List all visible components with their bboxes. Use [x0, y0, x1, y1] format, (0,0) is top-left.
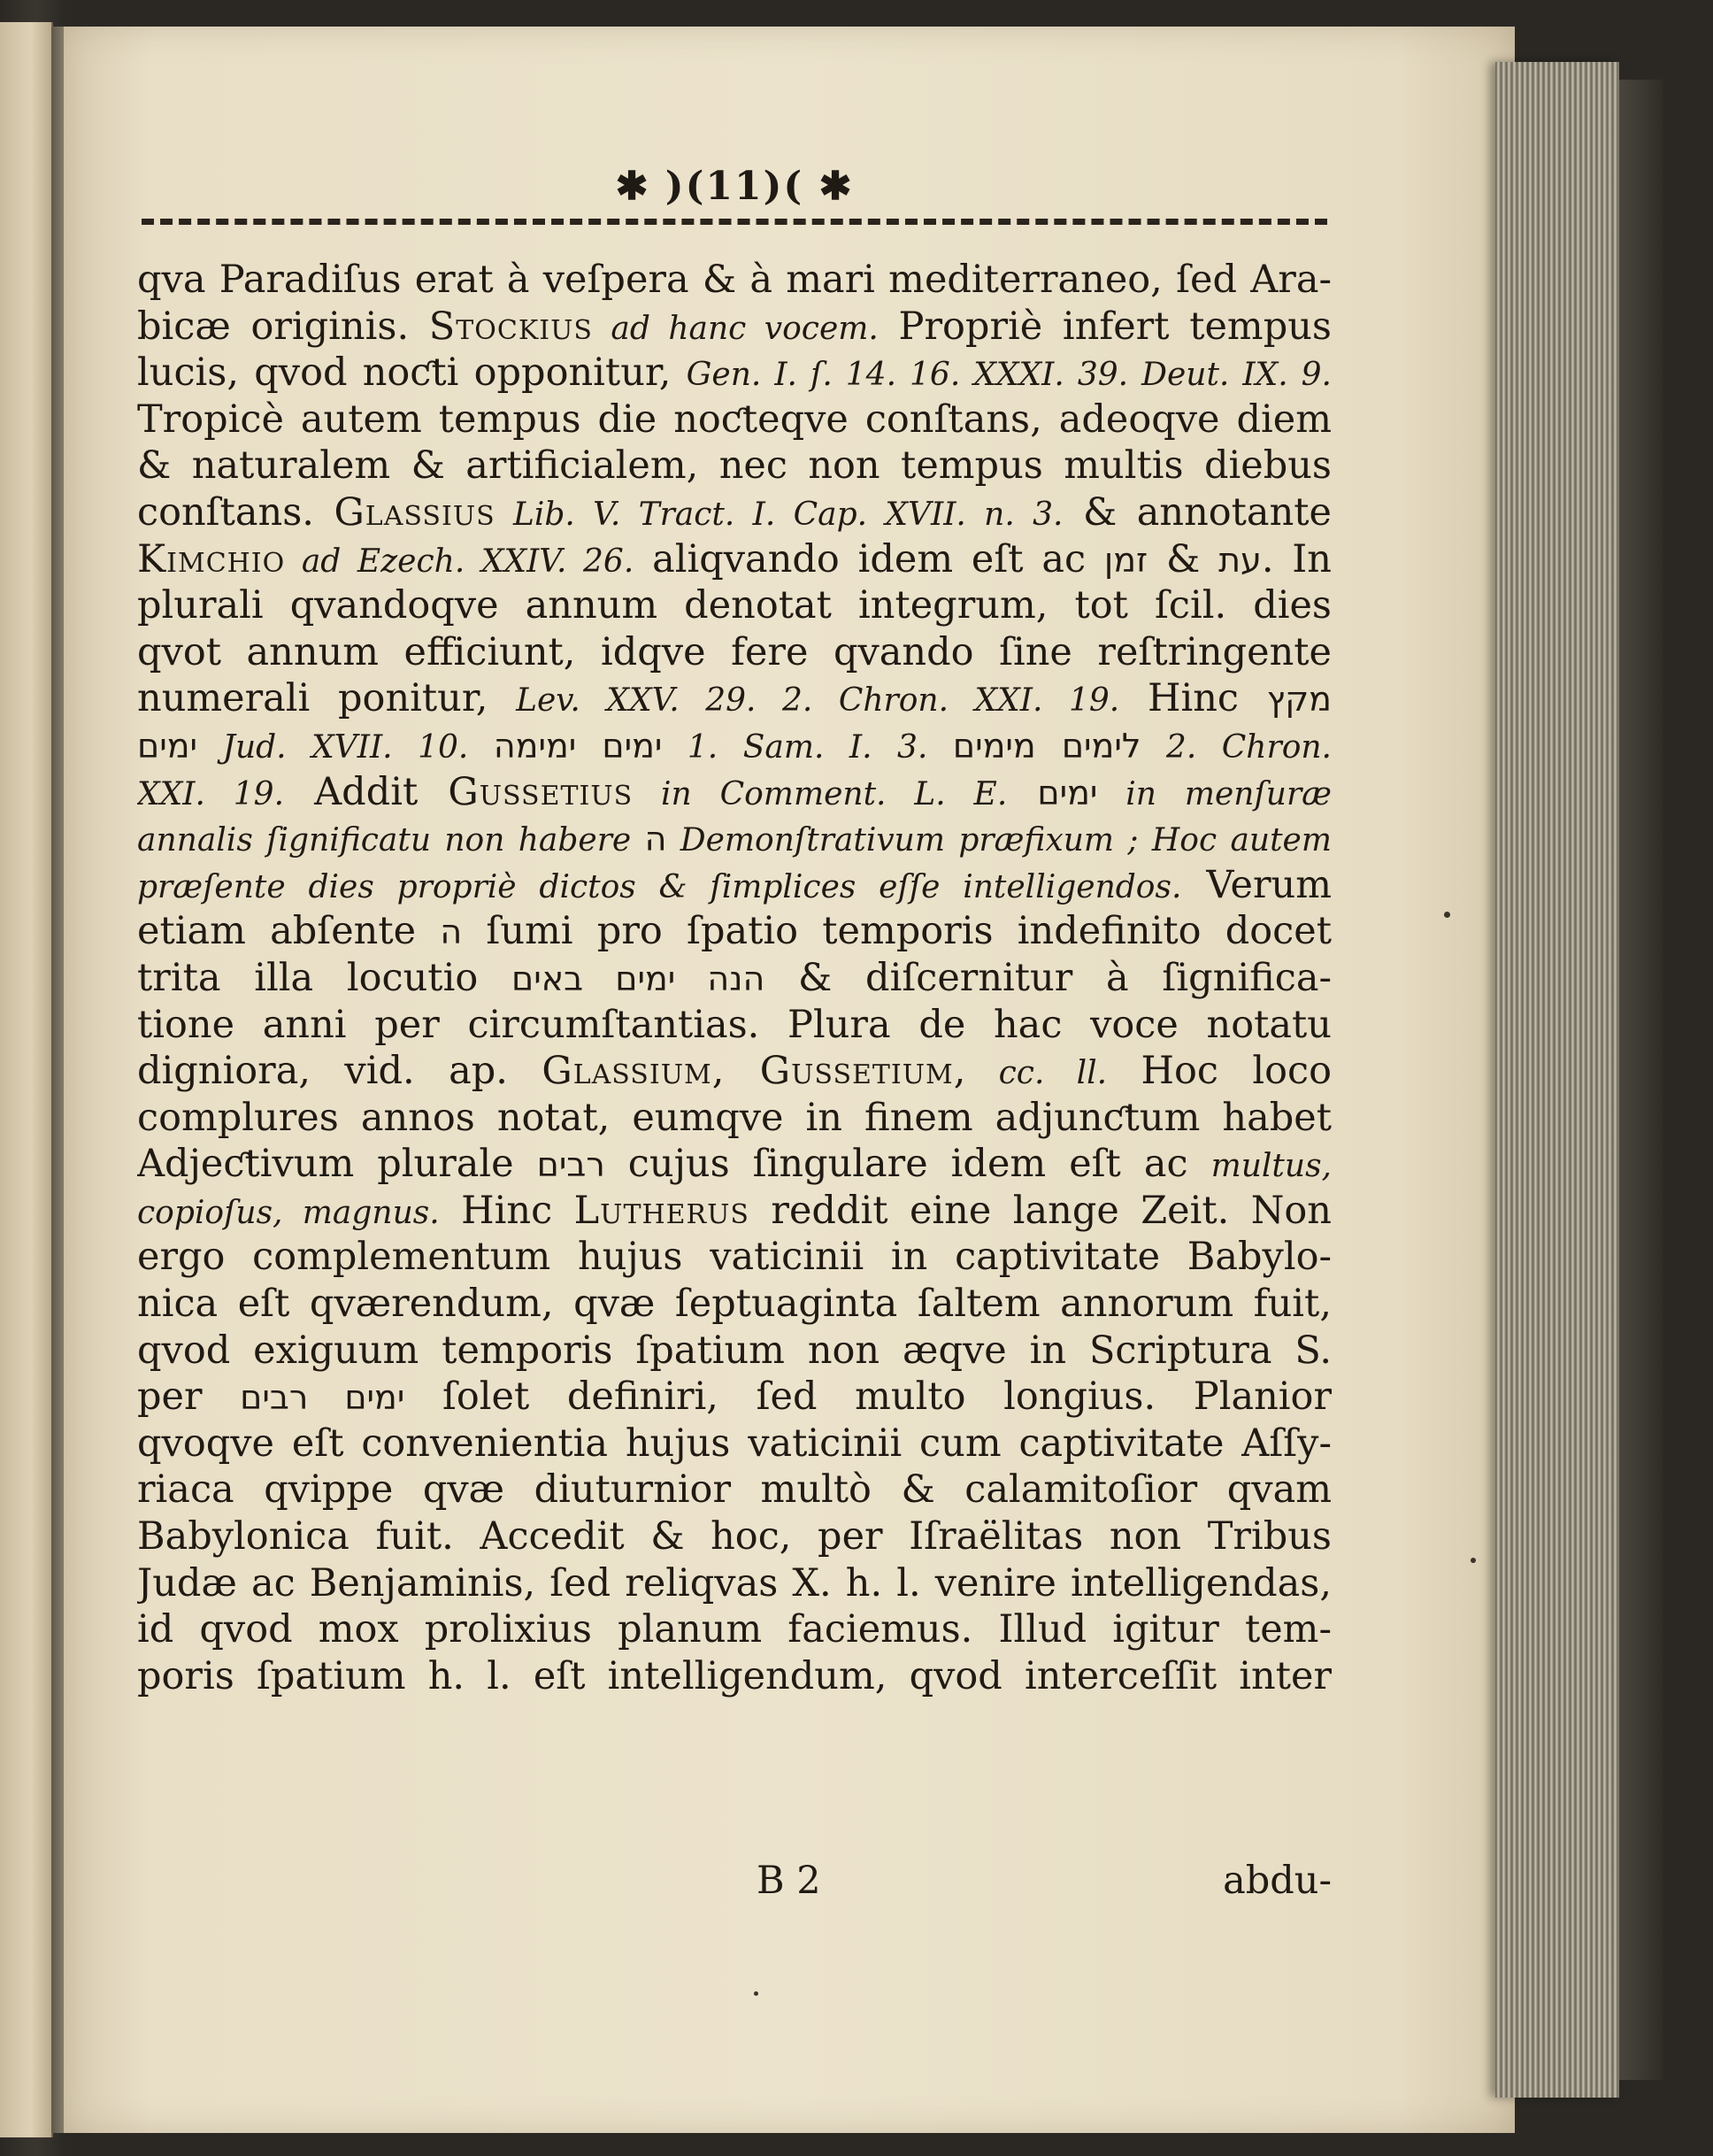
text-line [137, 1606, 1332, 1653]
text-line [137, 1281, 1332, 1328]
catchword: abdu- [1223, 1859, 1332, 1903]
text-line [137, 1374, 1332, 1421]
header-rule [142, 219, 1327, 225]
text-line [137, 1653, 1332, 1700]
text-segment: Gen. I. ſ. 14. 16. XXXI. 39. Deut. IX. 9. [686, 357, 1332, 394]
text-segment: & [1148, 536, 1219, 581]
text-line [137, 675, 1332, 722]
text-segment: Adjeƈtivum plurale [137, 1142, 537, 1187]
text-line [137, 955, 1332, 1002]
text-segment: id qvod mox prolixius planum faciemus. Illud igitur tem- [137, 1607, 1332, 1652]
text-segment: Propriè infert tempus [878, 304, 1332, 349]
text-segment [1007, 770, 1037, 814]
page-footer [137, 1859, 1332, 1912]
hebrew-word: הנה ימים באים [511, 959, 765, 998]
text-segment: conſtans. [137, 489, 334, 535]
facing-page-edge [0, 22, 53, 2137]
text-segment: Jud. XVII. 10. [197, 728, 494, 766]
hebrew-word: ימים רבים [240, 1378, 405, 1418]
text-segment: Lutherus [573, 1188, 749, 1233]
text-segment: complures annos notat, eumqve in finem adjunƈtum habet [137, 1095, 1332, 1140]
text-segment: qva Paradiſus erat à veſpera & à mari mediterraneo, ſed Ara- [137, 258, 1332, 302]
text-segment: Glassium, Gussetium, [542, 1049, 967, 1094]
text-segment: Addit [284, 769, 449, 814]
text-line [137, 769, 1332, 816]
text-segment: cc. ll. [966, 1055, 1108, 1092]
text-segment: præſente dies propriè dictos & ſimplices eſſe intelligendos. [137, 868, 1182, 905]
text-segment: qvod exiguum temporis ſpatium non æqve in Scriptura S. [137, 1328, 1332, 1373]
text-segment: qvot annum efficiunt, idqve fere qvando ſine reſtringente [137, 629, 1332, 674]
text-line [137, 815, 1332, 862]
text-segment: ad Ezech. XXIV. 26. [285, 543, 634, 580]
text-segment: Demonſtrativum præfixum ; Hoc autem [666, 822, 1332, 859]
text-line [137, 1560, 1332, 1607]
text-segment: Babylonica fuit. Accedit & hoc, per Iſraëlitas non Tribus [137, 1514, 1332, 1559]
text-segment: per [137, 1374, 241, 1420]
text-segment: ad hanc vocem. [592, 310, 879, 347]
text-segment: . In [1261, 536, 1332, 581]
text-line [137, 1188, 1332, 1235]
text-segment: plurali qvandoqve annum denotat integrum, tot ſcil. dies [137, 583, 1332, 628]
text-line [137, 1095, 1332, 1142]
text-line [137, 629, 1332, 676]
hebrew-word: ימים ימימה [493, 726, 663, 766]
text-segment: lucis, qvod noƈti opponitur, [137, 350, 687, 396]
text-segment: numerali ponitur, [137, 676, 517, 721]
signature-mark: B 2 [757, 1859, 821, 1903]
text-segment: cujus ſingulare idem eſt ac [604, 1142, 1211, 1187]
paper-speck [1471, 1558, 1476, 1563]
text-segment: in Comment. L. E. [633, 775, 1008, 812]
text-segment: ſolet definiri, ſed multo longius. Planior [404, 1374, 1332, 1420]
text-segment: Stockius [428, 304, 593, 349]
hebrew-word: רבים [536, 1145, 605, 1185]
text-line [137, 397, 1332, 443]
hebrew-word: לימים מימים [952, 726, 1141, 766]
text-line [137, 304, 1332, 350]
paper-speck [1444, 912, 1450, 918]
paper-speck [754, 1991, 758, 1996]
text-segment: Kimchio [137, 536, 286, 581]
page-block-edges [1495, 62, 1619, 2098]
text-line [137, 257, 1332, 304]
text-segment: 2. Chron. [1141, 728, 1332, 766]
hebrew-word: עת [1218, 540, 1262, 580]
text-line [137, 1467, 1332, 1513]
text-segment: aliqvando idem eſt ac [634, 536, 1104, 581]
text-line [137, 1513, 1332, 1560]
text-line [137, 536, 1332, 583]
text-segment: bicæ originis. [137, 304, 429, 349]
body-text [137, 257, 1332, 1699]
running-header [142, 164, 1327, 235]
hebrew-word: זמן [1103, 540, 1148, 580]
text-segment: Tropicè autem tempus die noƈteqve conſtans, adeoqve diem [137, 397, 1332, 442]
hebrew-word: ימים [137, 726, 198, 766]
text-segment: & diſcernitur à ſignifica- [764, 955, 1332, 1000]
page-number: ✱ )(11)( ✱ [615, 164, 854, 209]
text-segment: Verum [1181, 862, 1332, 907]
text-segment: ſumi pro ſpatio temporis indefinito docet [462, 909, 1332, 954]
text-line [137, 1002, 1332, 1049]
book-shadow [1619, 80, 1663, 2080]
text-line [137, 1048, 1332, 1095]
text-segment: Lib. V. Tract. I. Cap. XVII. n. 3. [495, 496, 1064, 533]
text-line [137, 862, 1332, 909]
hebrew-word: ימים [1037, 773, 1098, 812]
text-line [137, 1141, 1332, 1188]
text-segment: qvoqve eſt convenientia hujus vaticinii cum captivitate Aſſy- [137, 1421, 1332, 1466]
text-segment: copioſus, magnus. [137, 1194, 440, 1231]
text-segment: annalis ſignificatu non habere [137, 822, 645, 859]
hebrew-word: מקץ [1266, 680, 1332, 720]
text-segment: tione anni per circumſtantias. Plura de hac voce notatu [137, 1002, 1332, 1047]
text-segment: ergo complementum hujus vaticinii in captivitate Babylo- [137, 1235, 1332, 1280]
text-segment: in menſuræ [1097, 775, 1332, 812]
text-segment: riaca qvippe qvæ diuturnior multò & calamitoſior qvam [137, 1467, 1332, 1513]
text-line [137, 350, 1332, 397]
text-segment: Hoc loco [1107, 1049, 1332, 1094]
text-line [137, 443, 1332, 489]
text-segment: Hinc [1119, 676, 1267, 721]
hebrew-word: ה [440, 912, 463, 952]
text-line [137, 582, 1332, 629]
text-segment: etiam abſente [137, 909, 441, 954]
text-line [137, 1234, 1332, 1281]
text-segment: & annotante [1063, 489, 1332, 535]
text-segment: & naturalem & artificialem, nec non tempus multis diebus [137, 443, 1332, 489]
text-segment: multus, [1210, 1148, 1332, 1185]
text-segment: 1. Sam. I. 3. [662, 728, 953, 766]
text-segment: Glassius [334, 489, 495, 535]
text-segment: reddit eine lange Zeit. Non [749, 1188, 1332, 1233]
text-segment: digniora, vid. ap. [137, 1049, 542, 1094]
text-segment: XXI. 19. [137, 775, 285, 812]
text-line [137, 908, 1332, 955]
text-line [137, 1421, 1332, 1467]
text-line [137, 1328, 1332, 1374]
text-segment: Hinc [439, 1188, 574, 1233]
text-segment: nica eſt qværendum, qvæ ſeptuaginta ſaltem annorum fuit, [137, 1282, 1332, 1327]
text-line [137, 489, 1332, 536]
text-segment: poris ſpatium h. l. eſt intelligendum, qvod interceſſit inter [137, 1653, 1332, 1698]
hebrew-word: ה [644, 820, 667, 859]
text-segment: trita illa locutio [137, 955, 511, 1000]
text-segment: Lev. XXV. 29. 2. Chron. XXI. 19. [516, 682, 1120, 720]
text-line [137, 722, 1332, 769]
text-segment: Gussetius [448, 769, 634, 814]
text-segment: Judæ ac Benjaminis, ſed reliqvas X. h. l. venire intelligendas, [137, 1560, 1332, 1605]
